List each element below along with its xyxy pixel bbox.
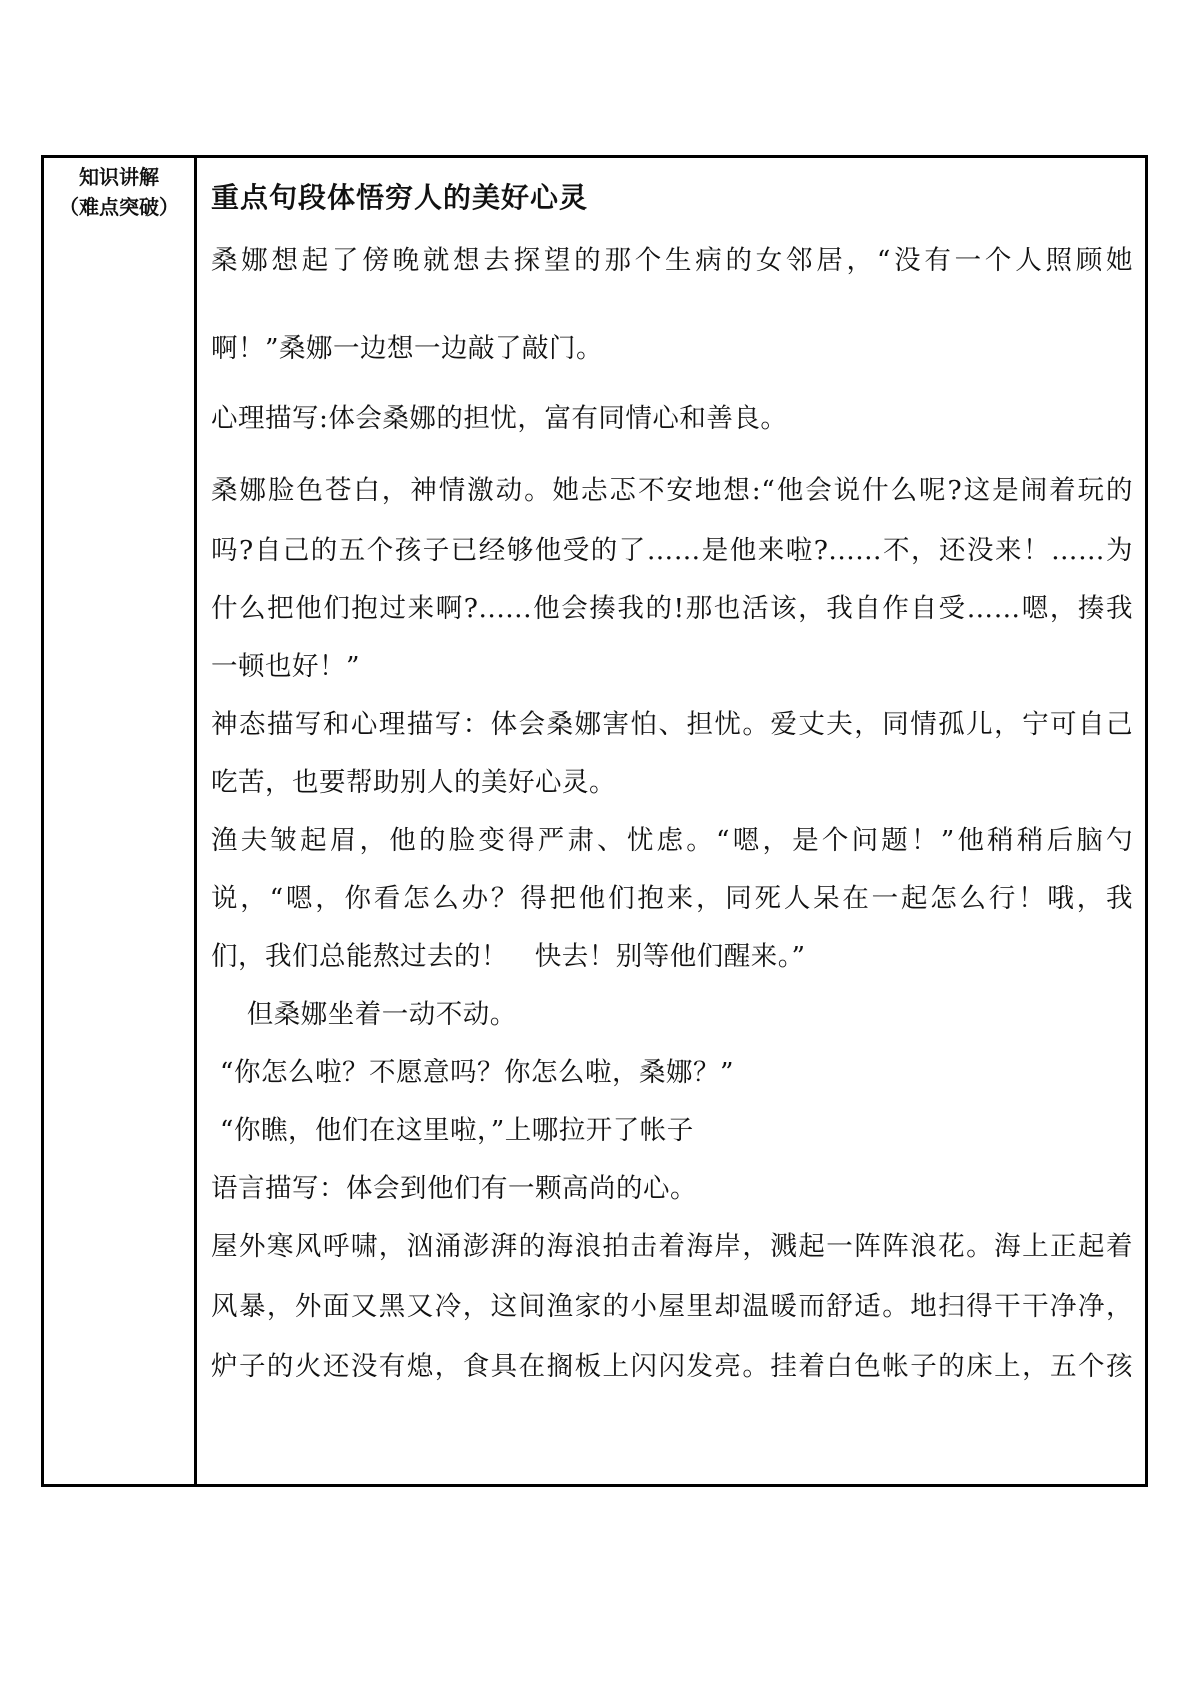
text-line: 桑娜脸色苍白，神情激动。她忐忑不安地想:“他会说什么呢?这是闹着玩的 <box>211 475 1133 506</box>
text-line: 一顿也好！” <box>211 651 361 682</box>
text-line: 吃苦，也要帮助别人的美好心灵。 <box>211 767 616 798</box>
text-line: 语言描写：体会到他们有一颗高尚的心。 <box>211 1173 697 1204</box>
text-line: 心理描写:体会桑娜的担忧，富有同情心和善良。 <box>211 403 788 434</box>
text-line: 们，我们总能熬过去的！ 快去！别等他们醒来。” <box>211 941 806 972</box>
text-line: “你瞧，他们在这里啦，”上哪拉开了帐子 <box>211 1115 694 1146</box>
text-line: 桑娜想起了傍晚就想去探望的那个生病的女邻居，“没有一个人照顾她 <box>211 245 1133 276</box>
text-line: 风暴，外面又黑又冷，这间渔家的小屋里却温暖而舒适。地扫得干干净净， <box>211 1291 1133 1322</box>
text-line: 什么把他们抱过来啊?......他会揍我的!那也活该，我自作自受……嗯，揍我 <box>211 593 1133 624</box>
lesson-table <box>41 155 1148 1487</box>
text-line: 说，“嗯，你看怎么办？得把他们抱来，同死人呆在一起怎么行！哦，我 <box>211 883 1133 914</box>
text-line: 神态描写和心理描写：体会桑娜害怕、担忧。爱丈夫，同情孤儿，宁可自己 <box>211 709 1133 740</box>
text-line: 炉子的火还没有熄，食具在搁板上闪闪发亮。挂着白色帐子的床上，五个孩 <box>211 1351 1133 1382</box>
content-cell <box>197 158 1145 1484</box>
section-label-subtitle: （难点突破） <box>59 195 179 219</box>
text-line: 吗?自己的五个孩子已经够他受的了……是他来啦?......不，还没来！……为 <box>211 535 1133 566</box>
text-line: “你怎么啦？不愿意吗？你怎么啦，桑娜？” <box>211 1057 735 1088</box>
text-line: 渔夫皱起眉，他的脸变得严肃、忧虑。“嗯，是个问题！”他稍稍后脑勺 <box>211 825 1133 856</box>
text-line: 但桑娜坐着一动不动。 <box>211 999 517 1030</box>
section-label-title: 知识讲解 <box>79 165 159 189</box>
text-line: 啊！”桑娜一边想一边敲了敲门。 <box>211 333 604 364</box>
section-label-cell <box>44 158 197 1484</box>
text-line: 屋外寒风呼啸，汹涌澎湃的海浪拍击着海岸，溅起一阵阵浪花。海上正起着 <box>211 1231 1133 1262</box>
section-heading: 重点句段体悟穷人的美好心灵 <box>211 181 589 214</box>
